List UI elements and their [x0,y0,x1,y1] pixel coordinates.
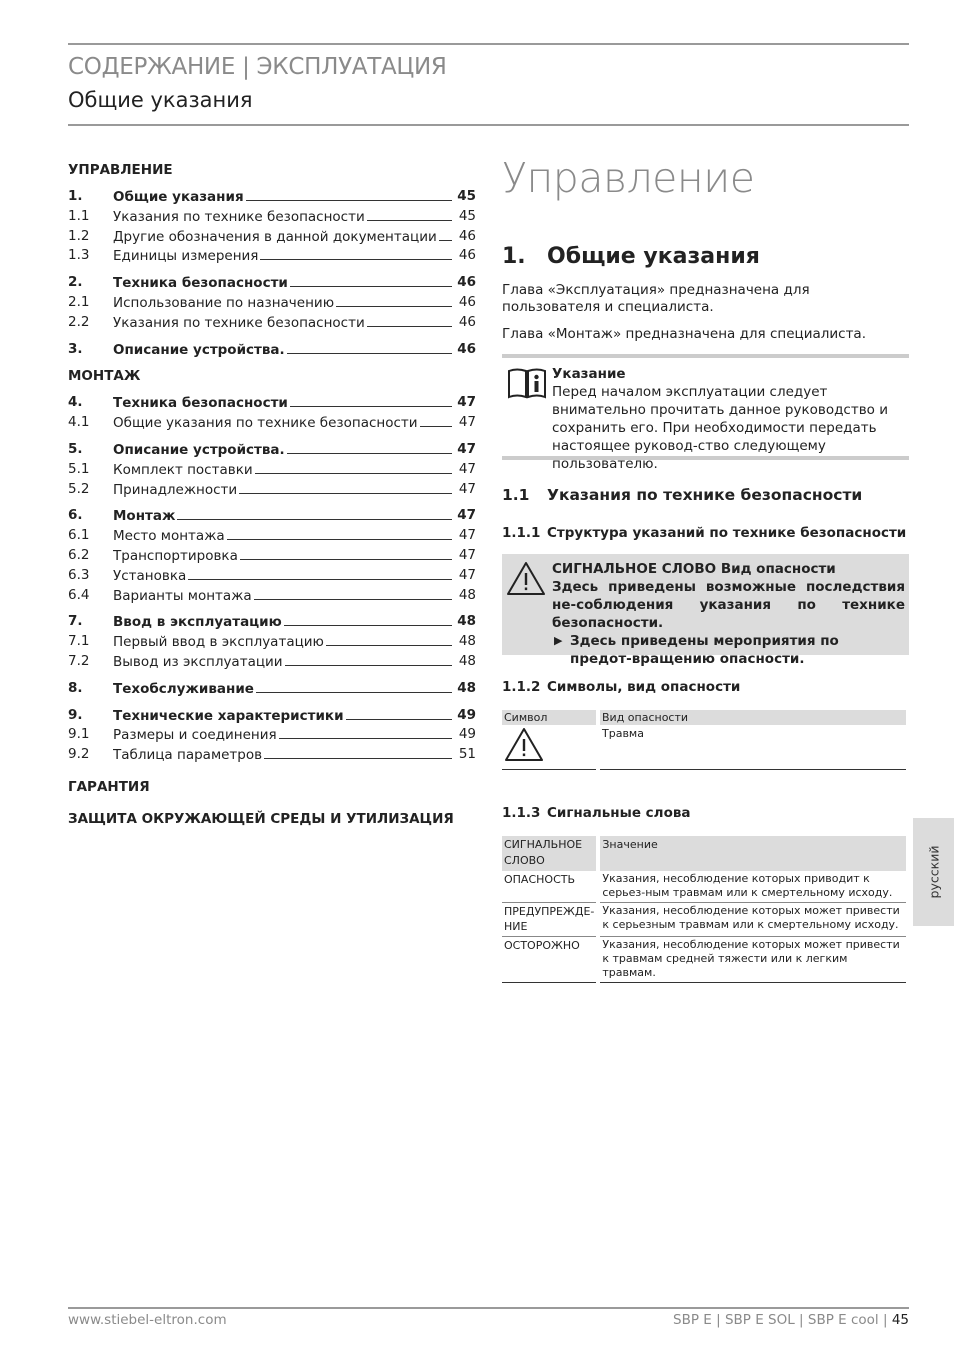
toc-entry-label-wrap [113,679,452,700]
heading-3 [502,679,740,695]
toc-entry-number: 9.1 [68,726,90,743]
toc-entry-label: Единицы измерения [113,248,259,265]
heading-text: Указания по технике безопасности [547,486,863,504]
toc-entry-label-wrap [113,652,452,673]
paragraph: Глава «Эксплуатация» предназначена для пользователя и специалиста. [502,282,810,315]
toc-entry [68,413,476,433]
toc-entry-label-wrap [113,393,452,414]
toc-entry [68,679,476,699]
heading-number: 1.1.3 [502,805,541,821]
toc-entry-page: 48 [458,633,476,650]
toc-entry-number: 6.2 [68,546,90,563]
toc-leader [254,586,452,600]
toc-entry-number: 2. [68,274,83,291]
toc-entry-page: 48 [457,613,476,630]
toc-leader [239,480,452,494]
toc-leader [367,313,452,327]
toc-entry-label: Другие обозначения в данной документации [113,228,437,245]
toc-entry-number: 1.2 [68,227,90,244]
warning-action [552,632,905,668]
toc-group-1 [68,187,476,266]
signal-meaning: Указания, несоблюдение которых может привести к серьезным травмам или к смертельному исходу. [600,903,906,937]
toc-leader [240,546,452,560]
footer-url: www.stiebel-eltron.com [68,1312,227,1328]
toc-entry-page: 46 [457,340,476,357]
toc-entry-label-wrap [113,313,452,334]
toc-entry-label-wrap [113,725,452,746]
heading-2 [502,486,862,504]
toc-entry-label-wrap [113,207,452,228]
toc-entry-page: 47 [458,527,476,544]
toc-entry-label: Техника безопасности [113,275,288,292]
toc-entry-label: Установка [113,567,187,584]
toc-entry-label-wrap [113,546,452,567]
note-box [502,354,909,472]
toc-entry [68,546,476,566]
toc-entry [68,187,476,207]
toc-group-7 [68,612,476,671]
toc-entry-label-wrap [113,187,452,208]
heading-3 [502,805,691,821]
toc-entry-label: Таблица параметров [113,747,263,764]
toc-leader [188,566,452,580]
toc-entry-page: 46 [458,293,476,310]
table-of-contents [68,160,476,829]
toc-entry-page: 48 [458,652,476,669]
toc-entry-label-wrap [113,480,452,501]
toc-entry-number: 4.1 [68,414,90,431]
toc-entry-label: Описание устройства. [113,341,285,358]
toc-entry-page: 47 [458,566,476,583]
toc-entry [68,632,476,652]
toc-entry [68,440,476,460]
toc-entry-label: Размеры и соединения [113,727,277,744]
toc-entry [68,393,476,413]
arrow-right-icon: ▶ [554,634,563,647]
heading-number: 1. [502,244,526,269]
toc-entry-page: 49 [457,706,476,723]
toc-entry-number: 8. [68,679,83,696]
toc-leader [290,393,452,407]
toc-entry-label-wrap [113,526,452,547]
toc-leader [264,745,452,759]
toc-entry-label: Монтаж [113,508,176,525]
toc-entry-label: Транспортировка [113,547,238,564]
toc-entry-page: 47 [458,414,476,431]
toc-leader [290,273,452,287]
toc-entry-label: Указания по технике безопасности [113,314,365,331]
toc-entry-number: 6.4 [68,586,90,603]
heading-text: Сигнальные слова [547,805,691,821]
toc-entry-label-wrap [113,273,452,294]
toc-leader [246,187,452,201]
table-header: Вид опасности [600,710,906,725]
toc-entry [68,745,476,765]
toc-entry-label: Общие указания по технике безопасности [113,415,418,432]
toc-entry-label-wrap [113,612,452,633]
warning-signal: СИГНАЛЬНОЕ СЛОВО Вид опасности [552,561,836,577]
toc-group-8 [68,679,476,699]
table-header: Значение [600,836,906,871]
toc-entry-label-wrap [113,506,452,527]
heading-text: Общие указания [547,244,760,269]
toc-entry-page: 46 [458,313,476,330]
toc-leader [336,293,452,307]
table-row [502,903,906,937]
footer-models: SBP E | SBP E SOL | SBP E cool [673,1312,879,1328]
toc-leader [260,246,452,260]
toc-entry-label-wrap [113,440,452,461]
toc-entry [68,506,476,526]
toc-entry [68,652,476,672]
signal-word: ОПАСНОСТЬ [502,871,596,903]
toc-entry-number: 1. [68,188,83,204]
signal-word: ОСТОРОЖНО [502,937,596,983]
note-body: Перед началом эксплуатации следует внимательно прочитать данное руководство и сохранить его. При необходимости передать настоящее руковод-ство следующему пользователю. [552,384,889,472]
toc-group-3 [68,340,476,360]
toc-leader [367,207,452,221]
heading-number: 1.1.2 [502,679,541,695]
toc-entry-label: Вывод из эксплуатации [113,653,283,670]
toc-group-2 [68,273,476,332]
toc-leader [284,612,452,626]
toc-entry-page: 47 [458,546,476,563]
toc-section-heading: ГАРАНТИЯ [68,778,150,795]
toc-entry [68,460,476,480]
warning-action-text: Здесь приведены мероприятия по предот-вращению опасности. [570,633,839,667]
toc-entry-label: Общие указания [113,189,244,205]
toc-entry-page: 47 [457,394,476,411]
toc-entry [68,586,476,606]
toc-entry-page: 45 [457,188,476,204]
toc-entry-page: 51 [458,746,476,763]
toc-leader [256,679,452,693]
toc-entry-number: 6.3 [68,566,90,583]
toc-entry-label: Принадлежности [113,481,238,498]
toc-entry-label-wrap [113,745,452,766]
language-label: русский [926,845,941,899]
toc-leader [346,706,452,720]
warning-triangle-icon [506,561,546,597]
warning-box [502,554,909,667]
toc-entry-number: 7.2 [68,652,90,669]
toc-leader [439,227,452,241]
toc-entry-label: Использование по назначению [113,294,335,311]
symbol-cell [502,725,596,769]
toc-entry [68,227,476,247]
toc-entry-label-wrap [113,586,452,607]
toc-leader [227,526,452,540]
toc-entry [68,207,476,227]
toc-group-5 [68,440,476,499]
toc-entry-label: Техобслуживание [113,680,254,697]
toc-group-4 [68,393,476,433]
toc-group-9 [68,706,476,765]
toc-entry-number: 6.1 [68,527,90,544]
toc-entry-label: Описание устройства. [113,441,285,458]
heading-text: Структура указаний по технике безопасности [547,525,907,541]
table-header: СИГНАЛЬНОЕ СЛОВО [502,836,596,871]
toc-leader [326,632,452,646]
toc-group-6 [68,506,476,605]
toc-entry [68,706,476,726]
toc-entry-page: 46 [458,227,476,244]
toc-entry-page: 46 [458,247,476,264]
heading-3 [502,525,906,541]
heading-text: Символы, вид опасности [547,679,741,695]
warning-text [552,560,905,668]
table-header: Символ [502,710,596,725]
note-text [552,365,908,473]
heading-number: 1.1 [502,486,530,504]
toc-entry-label-wrap [113,340,452,361]
signal-meaning: Указания, несоблюдение которых приводит к серьез-ным травмам или к смертельному исходу. [600,871,906,903]
toc-entry [68,566,476,586]
header-rule [68,124,909,126]
toc-entry-label-wrap [113,632,452,653]
toc-entry-page: 46 [457,274,476,291]
toc-entry-number: 5.1 [68,460,90,477]
language-tab [913,818,954,926]
toc-leader [279,725,452,739]
toc-entry-number: 7. [68,613,83,630]
toc-entry [68,293,476,313]
toc-entry-page: 47 [457,507,476,524]
signal-meaning: Указания, несоблюдение которых может привести к травмам средней тяжести или к легким травмам. [600,937,906,983]
toc-entry-number: 1.3 [68,247,90,264]
toc-entry [68,340,476,360]
toc-entry-label-wrap [113,566,452,587]
signal-words-table [502,836,906,983]
toc-entry [68,313,476,333]
table-cell: Травма [600,725,906,769]
warning-consequence: Здесь приведены возможные последствия не-соблюдения указания по технике безопасности. [552,579,905,631]
toc-entry-number: 1.1 [68,207,90,224]
toc-entry-number: 2.1 [68,293,90,310]
toc-entry-label: Комплект поставки [113,461,253,478]
toc-entry-page: 49 [458,726,476,743]
toc-entry-number: 3. [68,340,83,357]
chapter-title: Управление [502,154,755,202]
header-subtitle: Общие указания [68,88,253,112]
toc-entry [68,526,476,546]
footer-rule [68,1307,909,1309]
header-title: СОДЕРЖАНИЕ | ЭКСПЛУАТАЦИЯ [68,54,447,80]
note-title: Указание [552,366,626,382]
top-rule [68,43,909,45]
toc-entry [68,273,476,293]
toc-entry-number: 4. [68,394,83,411]
toc-entry-number: 9. [68,706,83,723]
toc-entry-page: 45 [458,207,476,224]
heading-number: 1.1.1 [502,525,541,541]
warning-triangle-icon [504,727,544,763]
toc-entry [68,725,476,745]
toc-section-heading: УПРАВЛЕНИЕ [68,162,173,178]
toc-leader [177,506,452,520]
page-number: 45 [891,1312,909,1328]
toc-leader [420,413,452,427]
toc-entry-page: 47 [458,480,476,497]
toc-entry-number: 6. [68,507,83,524]
table-row [502,937,906,983]
toc-entry-label: Первый ввод в эксплуатацию [113,634,324,651]
signal-word: ПРЕДУПРЕЖДЕ-НИЕ [502,903,596,937]
toc-leader [287,440,452,454]
toc-entry-number: 7.1 [68,633,90,650]
toc-entry-page: 48 [458,586,476,603]
toc-entry [68,480,476,500]
table-row [502,871,906,903]
toc-entry-label-wrap [113,227,452,248]
toc-leader [285,652,452,666]
toc-entry-label-wrap [113,246,452,267]
toc-entry-label: Технические характеристики [113,707,344,724]
toc-entry-label: Ввод в эксплуатацию [113,614,282,631]
footer-right: SBP E | SBP E SOL | SBP E cool | 45 [673,1312,909,1328]
toc-entry-label: Варианты монтажа [113,587,252,604]
toc-entry-page: 47 [457,440,476,457]
toc-entry-label: Место монтажа [113,528,225,545]
toc-entry-page: 47 [458,460,476,477]
toc-entry [68,612,476,632]
info-book-icon [507,367,547,399]
toc-entry-number: 9.2 [68,746,90,763]
toc-entry-label: Указания по технике безопасности [113,208,365,225]
toc-leader [255,460,452,474]
toc-entry-label-wrap [113,706,452,727]
toc-section-heading: ЗАЩИТА ОКРУЖАЮЩЕЙ СРЕДЫ И УТИЛИЗАЦИЯ [68,810,454,827]
toc-entry-page: 48 [457,679,476,696]
toc-entry-label: Техника безопасности [113,395,288,412]
heading-1 [502,244,760,269]
symbol-table [502,710,906,770]
paragraph: Глава «Монтаж» предназначена для специалиста. [502,326,866,342]
toc-entry-label-wrap [113,293,452,314]
toc-entry-number: 5.2 [68,480,90,497]
toc-entry [68,246,476,266]
toc-entry-number: 5. [68,440,83,457]
toc-leader [287,340,452,354]
toc-entry-number: 2.2 [68,313,90,330]
toc-section-heading: МОНТАЖ [68,368,141,385]
toc-entry-label-wrap [113,413,452,434]
toc-entry-label-wrap [113,460,452,481]
